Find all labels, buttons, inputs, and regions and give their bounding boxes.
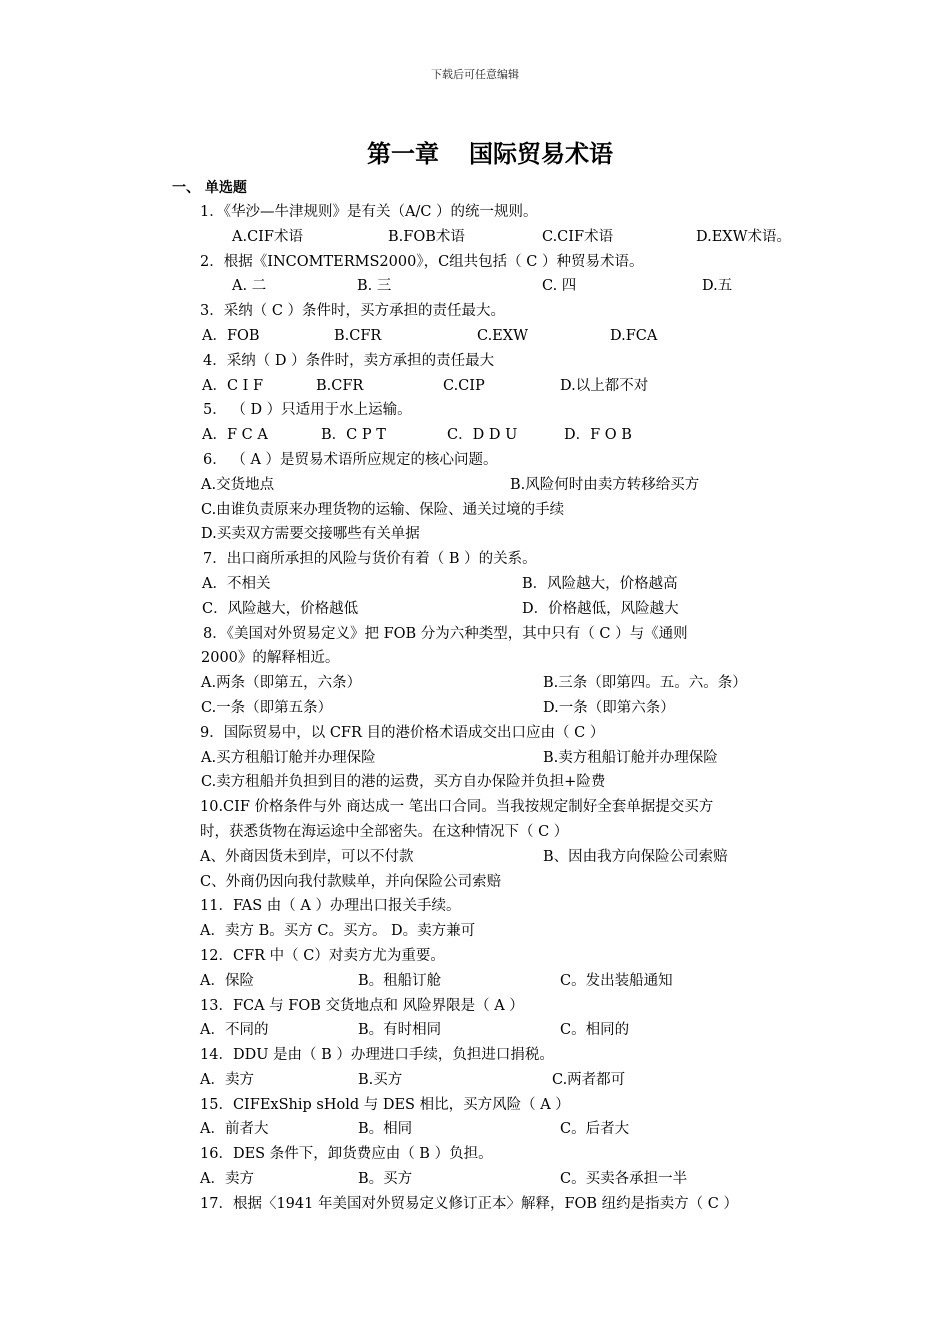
text-line	[0, 746, 950, 771]
text-line	[0, 547, 950, 572]
question-text: 3．采纳（ C ）条件时，买方承担的责任最大。	[200, 303, 506, 320]
option-text: A．前者大	[200, 1121, 269, 1138]
text-line	[0, 274, 950, 299]
question-text: 4．采纳（ D ）条件时，卖方承担的责任最大	[203, 352, 495, 369]
text-line	[0, 870, 950, 895]
section-heading: 一、 单选题	[172, 180, 247, 196]
option-text: B。买方	[358, 1171, 413, 1188]
option-text: C.两者都可	[552, 1071, 626, 1088]
text-line	[0, 1068, 950, 1093]
option-text: D.EXW术语。	[696, 228, 792, 245]
option-text: C.EXW	[477, 327, 528, 344]
option-text: B.买方	[358, 1071, 403, 1088]
option-text: D.以上都不对	[560, 377, 649, 394]
option-text: D.五	[702, 278, 733, 295]
option-text: B．风险越大，价格越高	[522, 575, 678, 592]
option-text: A．F C A	[202, 427, 268, 444]
option-text: C．D D U	[447, 427, 518, 444]
question-text: 10.CIF 价格条件与外 商达成一 笔出口合同。当我按规定制好全套单据提交买方	[200, 799, 714, 816]
question-text: C、外商仍因向我付款赎单，并向保险公司索赔	[200, 873, 502, 890]
question-text: 1．《华沙—牛津规则》是有关（A/C ）的统一规则。	[200, 204, 538, 220]
text-line	[0, 1117, 950, 1142]
text-line	[0, 994, 950, 1019]
option-text: B.卖方租船订舱并办理保险	[543, 749, 718, 766]
question-text: 6． （ A ）是贸易术语所应规定的核心问题。	[203, 451, 498, 468]
option-text: A．不相关	[202, 575, 271, 592]
text-line	[0, 845, 950, 870]
option-text: A．卖方	[200, 1171, 254, 1188]
option-text: D.一条（即第六条）	[543, 699, 675, 716]
option-text: C.CIF术语	[542, 228, 614, 245]
text-line	[0, 324, 950, 349]
option-text: B. 三	[357, 278, 392, 295]
option-text: B。相同	[358, 1121, 413, 1138]
text-line	[0, 1043, 950, 1068]
option-text: C。后者大	[560, 1121, 630, 1138]
text-line	[0, 795, 950, 820]
text-line	[0, 770, 950, 795]
option-text: B.三条（即第四。五。六。条）	[543, 675, 747, 692]
question-text: 9．国际贸易中，以 CFR 目的港价格术语成交出口应由（ C ）	[200, 724, 605, 741]
option-text: A、外商因货未到岸，可以不付款	[200, 848, 414, 865]
option-text: B.CFR	[316, 377, 364, 394]
option-text: A．卖方	[200, 1071, 254, 1088]
text-line	[0, 820, 950, 845]
question-text: 14．DDU 是由（ B ）办理进口手续，负担进口捐税。	[200, 1047, 554, 1064]
text-line	[0, 448, 950, 473]
text-line	[0, 1093, 950, 1118]
text-line	[0, 721, 950, 746]
text-line	[0, 1142, 950, 1167]
text-line	[0, 473, 950, 498]
text-line	[0, 622, 950, 647]
text-line	[0, 969, 950, 994]
question-text: 2．根据《INCOMTERMS2000》，C组共包括（ C ）种贸易术语。	[200, 253, 644, 270]
option-text: C．风险越大，价格越低	[202, 600, 359, 617]
text-line	[0, 1192, 950, 1217]
option-text: D．F O B	[564, 427, 632, 444]
option-text: A.买方租船订舱并办理保险	[201, 749, 376, 766]
question-text: 5． （ D ）只适用于水上运输。	[203, 402, 412, 419]
question-text: 时，获悉货物在海运途中全部密失。在这种情况下（ C ）	[200, 823, 569, 840]
option-text: C。买卖各承担一半	[560, 1171, 688, 1188]
text-line	[0, 919, 950, 944]
text-line	[0, 696, 950, 721]
question-text: D.买卖双方需要交接哪些有关单据	[201, 526, 420, 543]
option-text: A．C I F	[202, 377, 264, 394]
question-list	[0, 200, 950, 1217]
question-text: 17．根据〈1941 年美国对外贸易定义修订正本〉解释，FOB 纽约是指卖方（ C ）	[200, 1195, 738, 1212]
text-line	[0, 498, 950, 523]
text-line	[0, 349, 950, 374]
text-line	[0, 646, 950, 671]
text-line	[0, 200, 950, 225]
text-line	[0, 225, 950, 250]
question-text: 11．FAS 由（ A ）办理出口报关手续。	[200, 898, 461, 915]
text-line	[0, 894, 950, 919]
question-text: 16．DES 条件下，卸货费应由（ B ）负担。	[200, 1146, 493, 1163]
option-text: A. 二	[232, 278, 267, 295]
option-text: B。有时相同	[358, 1022, 442, 1039]
text-line	[0, 398, 950, 423]
text-line	[0, 1018, 950, 1043]
option-text: B.FOB术语	[388, 228, 465, 245]
text-line	[0, 374, 950, 399]
option-text: B．C P T	[321, 427, 386, 444]
option-text: B、因由我方向保险公司索赔	[543, 848, 728, 865]
option-text: A.CIF术语	[232, 228, 303, 245]
option-text: D.FCA	[610, 327, 658, 344]
question-text: C.由谁负责原来办理货物的运输、保险、通关过境的手续	[201, 501, 565, 518]
text-line	[0, 299, 950, 324]
option-text: C. 四	[542, 278, 577, 295]
question-text: 7．出口商所承担的风险与货价有着（ B ）的关系。	[203, 551, 537, 568]
page-header: 下载后可任意编辑	[431, 68, 519, 81]
question-text: 2000》的解释相近。	[201, 650, 340, 667]
text-line	[0, 423, 950, 448]
option-text: C.CIP	[443, 377, 485, 394]
question-text: 12．CFR 中（ C）对卖方尤为重要。	[200, 947, 445, 964]
question-text: 13．FCA 与 FOB 交货地点和 风险界限是（ A ）	[200, 997, 524, 1014]
option-text: A．FOB	[202, 327, 260, 344]
option-text: C。发出装船通知	[560, 972, 673, 989]
question-text: 8．《美国对外贸易定义》把 FOB 分为六种类型，其中只有（ C ）与《通则	[203, 625, 688, 642]
question-text: C.卖方租船并负担到目的港的运费，买方自办保险并负担+险费	[201, 774, 606, 791]
chapter-title	[0, 134, 950, 169]
chapter-topic: 国际贸易术语	[469, 140, 613, 168]
text-line	[0, 671, 950, 696]
option-text: B。租船订舱	[358, 972, 442, 989]
option-text: A.两条（即第五，六条）	[201, 675, 362, 692]
option-text: B.风险何时由卖方转移给买方	[510, 476, 700, 493]
option-text: A．不同的	[200, 1022, 269, 1039]
option-text: A．保险	[200, 972, 254, 989]
option-text: A.交货地点	[201, 476, 275, 493]
option-text: C.一条（即第五条）	[201, 699, 333, 716]
option-text: D．价格越低，风险越大	[522, 600, 679, 617]
text-line	[0, 944, 950, 969]
text-line	[0, 250, 950, 275]
option-text: B.CFR	[334, 327, 382, 344]
question-text: A．卖方 B。买方 C。买方。 D。卖方兼可	[200, 923, 476, 940]
text-line	[0, 522, 950, 547]
text-line	[0, 572, 950, 597]
option-text: C。相同的	[560, 1022, 630, 1039]
text-line	[0, 597, 950, 622]
text-line	[0, 1167, 950, 1192]
chapter-number: 第一章	[367, 140, 439, 168]
question-text: 15．CIFExShip sHold 与 DES 相比，买方风险（ A ）	[200, 1096, 570, 1113]
